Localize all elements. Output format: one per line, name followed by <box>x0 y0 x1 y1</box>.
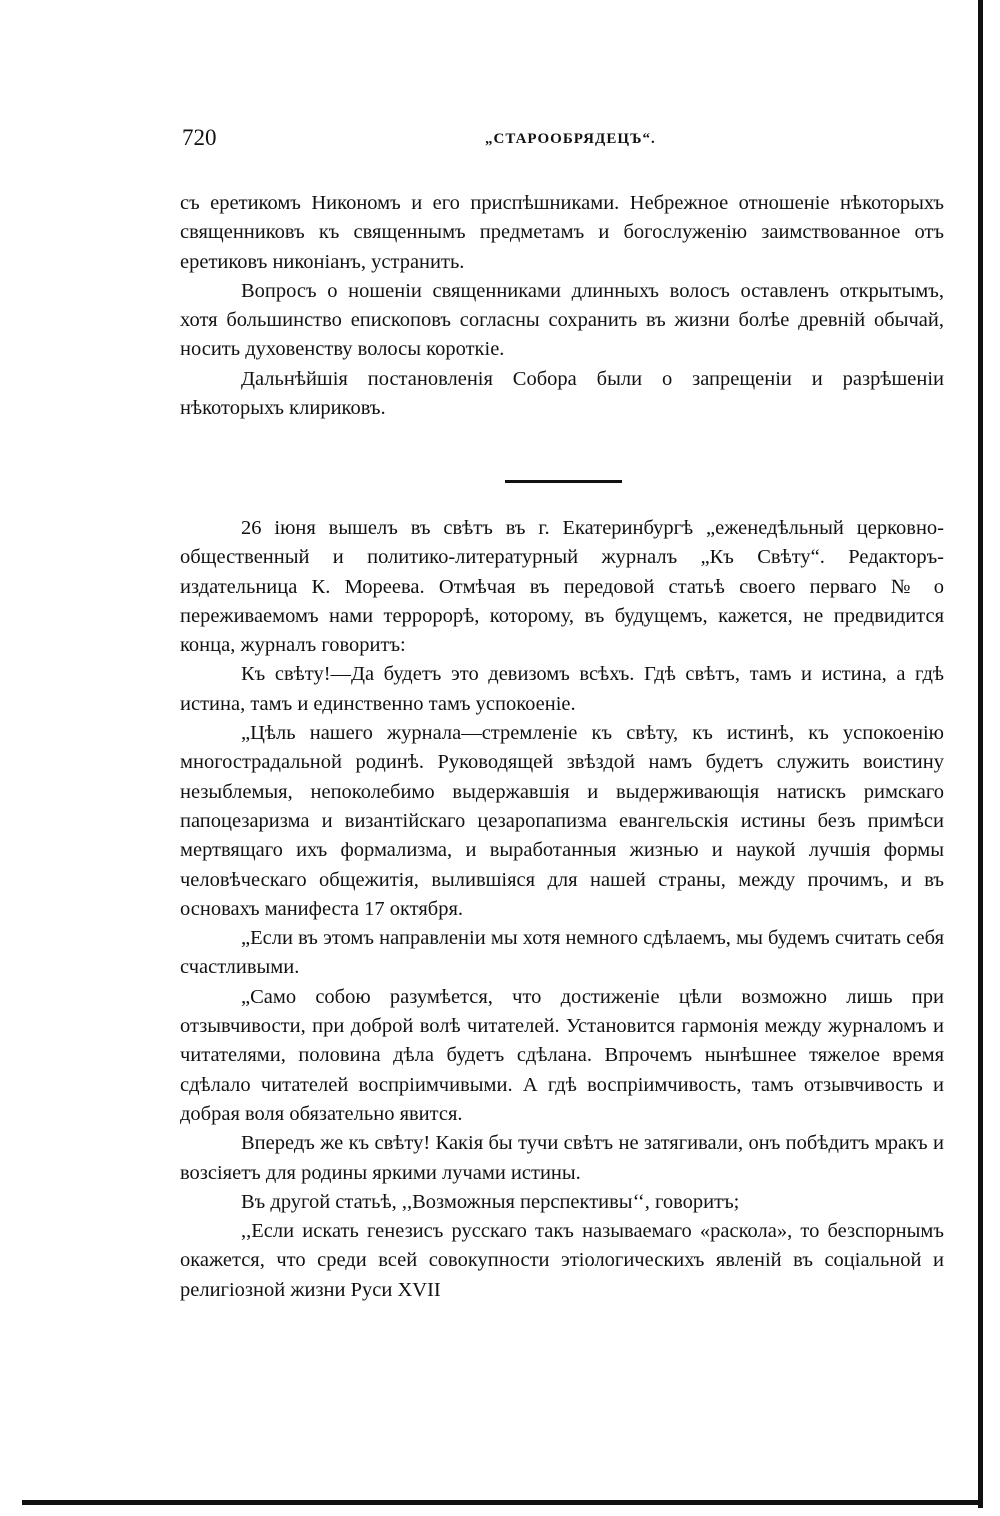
running-title: „СТАРООБРЯДЕЦЪ“. <box>485 131 656 147</box>
page-header <box>182 125 944 161</box>
paragraph: Дальнѣйшія постановленія Собора были о запрещеніи и разрѣшеніи нѣкоторыхъ клириковъ. <box>180 367 944 420</box>
paragraph: Впередъ же къ свѣту! Какія бы тучи свѣтъ не затягивали, онъ побѣдитъ мракъ и возсіяетъ для родины яркими лучами истины. <box>180 1132 944 1184</box>
page-frame-right-rule <box>978 0 983 1508</box>
paragraph: „Само собою разумѣется, что достиженіе цѣли возможно лишь при отзывчивости, при доброй волѣ читателей. Установится гармонія между журналомъ и читателями, половина дѣла будетъ сдѣлана. Впрочемъ нынѣшнее тяжелое время сдѣлало читателей воспріимчивыми. А гдѣ воспріимчивость, тамъ отзывчивость и добрая воля обязательно явится. <box>180 985 944 1125</box>
page-number: 720 <box>182 125 217 150</box>
paragraph: „Цѣль нашего журнала—стремленіе къ свѣту, къ истинѣ, къ успокоенію многострадальной родинѣ. Руководящей звѣздой намъ будетъ служить воистину незыблемыя, непоколебимо выдержавшія и выдерживающія натискъ римскаго папоцезаризма и византійскаго цезаропапизма евангельскія истины безъ примѣси мертвящаго ихъ формализма, и выработанныя жизнью и наукой лучшія формы человѣческаго общежитія, вылившіяся для нашей страны, между прочимъ, и въ основахъ манифеста 17 октября. <box>180 722 944 920</box>
paragraph: Къ свѣту!—Да будетъ это девизомъ всѣхъ. Гдѣ свѣтъ, тамъ и истина, а гдѣ истина, тамъ и единственно тамъ успокоеніе. <box>180 663 944 715</box>
paragraph: съ еретикомъ Никономъ и его приспѣшниками. Небрежное отношеніе нѣкоторыхъ священниковъ къ священнымъ предметамъ и богослуженію заимствованное отъ еретиковъ никоніанъ, устранить. <box>180 192 944 273</box>
section-separator-rule <box>505 480 622 483</box>
paragraph: 26 іюня вышелъ въ свѣтъ въ г. Екатеринбургѣ „еженедѣльный церковно-общественный и политико-литературный журналъ „Къ Свѣту“. Редакторъ-издательница К. Мореева. Отмѣчая въ передовой статьѣ своего перваго № о переживаемомъ нами терророрѣ, которому, въ будущемъ, кажется, не предвидится конца, журналъ говоритъ: <box>180 517 944 657</box>
text-block-1 <box>180 189 944 423</box>
paragraph: „Если въ этомъ направленіи мы хотя немного сдѣлаемъ, мы будемъ считать себя счастливыми. <box>180 927 944 979</box>
paragraph: Вопросъ о ношеніи священниками длинныхъ волосъ оставленъ открытымъ, хотя большинство епископовъ согласны сохранить въ жизни болѣе древній обычай, носить духовенству волосы короткіе. <box>180 279 944 361</box>
paragraph: ,,Если искать генезисъ русскаго такъ называемаго «раскола», то безспорнымъ окажется, что среди всей совокупности этіологическихъ явленій въ соціальной и религіозной жизни Руси XVII <box>180 1220 944 1301</box>
page-frame-bottom-rule <box>22 1500 983 1505</box>
paragraph: Въ другой статьѣ, ,,Возможныя перспективы‘‘, говоритъ; <box>241 1190 740 1213</box>
text-block-2 <box>180 514 944 1305</box>
